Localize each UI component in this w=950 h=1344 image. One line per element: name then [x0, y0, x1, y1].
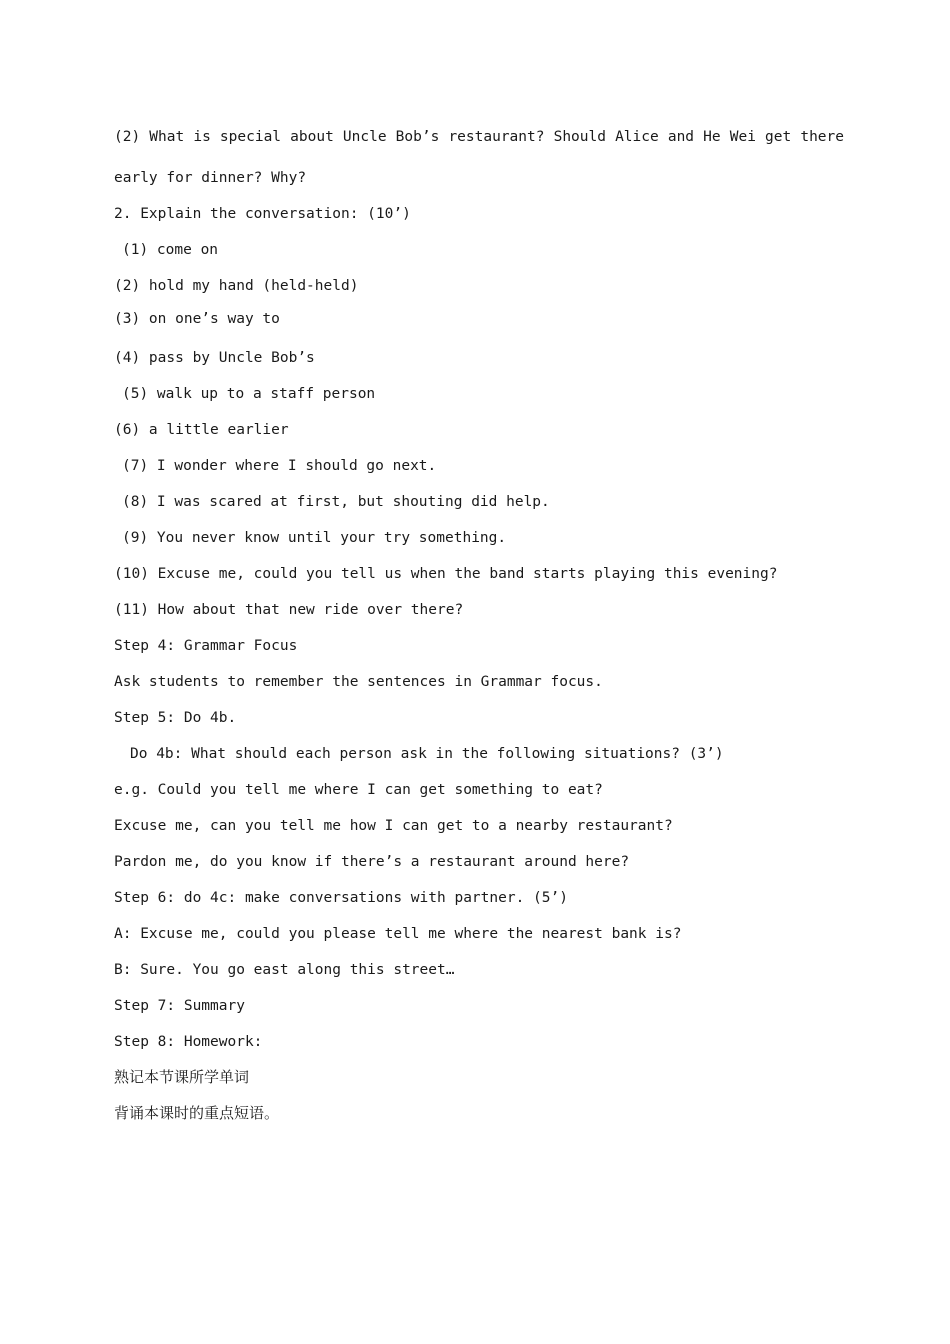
phrase-item-5: (5) walk up to a staff person — [122, 386, 376, 402]
phrase-item-8: (8) I was scared at first, but shouting did help. — [122, 494, 550, 510]
section-heading-explain: 2. Explain the conversation: (10’) — [114, 206, 411, 222]
phrase-item-11: (11) How about that new ride over there? — [114, 602, 464, 618]
homework-item-2: 背诵本课时的重点短语。 — [114, 1104, 280, 1122]
step-5-heading: Step 5: Do 4b. — [114, 710, 237, 726]
step-7-heading: Step 7: Summary — [114, 998, 245, 1014]
phrase-item-2: (2) hold my hand (held-held) — [114, 278, 359, 294]
step-5-instruction: Do 4b: What should each person ask in the following situations? (3’) — [130, 746, 724, 762]
example-sentence-3: Pardon me, do you know if there’s a restaurant around here? — [114, 854, 630, 870]
example-sentence-2: Excuse me, can you tell me how I can get to a nearby restaurant? — [114, 818, 673, 834]
example-sentence-1: e.g. Could you tell me where I can get something to eat? — [114, 782, 603, 798]
question-2-line-1: (2) What is special about Uncle Bob’s restaurant? Should Alice and He Wei get there — [114, 129, 844, 145]
phrase-item-6: (6) a little earlier — [114, 422, 289, 438]
phrase-item-10: (10) Excuse me, could you tell us when the band starts playing this evening? — [114, 566, 778, 582]
phrase-item-3: (3) on one’s way to — [114, 311, 280, 327]
question-2-line-2: early for dinner? Why? — [114, 170, 307, 186]
step-8-heading: Step 8: Homework: — [114, 1034, 263, 1050]
step-4-heading: Step 4: Grammar Focus — [114, 638, 298, 654]
step-4-instruction: Ask students to remember the sentences in Grammar focus. — [114, 674, 603, 690]
phrase-item-4: (4) pass by Uncle Bob’s — [114, 350, 315, 366]
dialogue-line-b: B: Sure. You go east along this street… — [114, 962, 455, 978]
dialogue-line-a: A: Excuse me, could you please tell me where the nearest bank is? — [114, 926, 682, 942]
phrase-item-9: (9) You never know until your try something. — [122, 530, 507, 546]
homework-item-1: 熟记本节课所学单词 — [114, 1068, 250, 1086]
phrase-item-7: (7) I wonder where I should go next. — [122, 458, 437, 474]
phrase-item-1: (1) come on — [122, 242, 219, 258]
step-6-heading: Step 6: do 4c: make conversations with partner. (5’) — [114, 890, 568, 906]
